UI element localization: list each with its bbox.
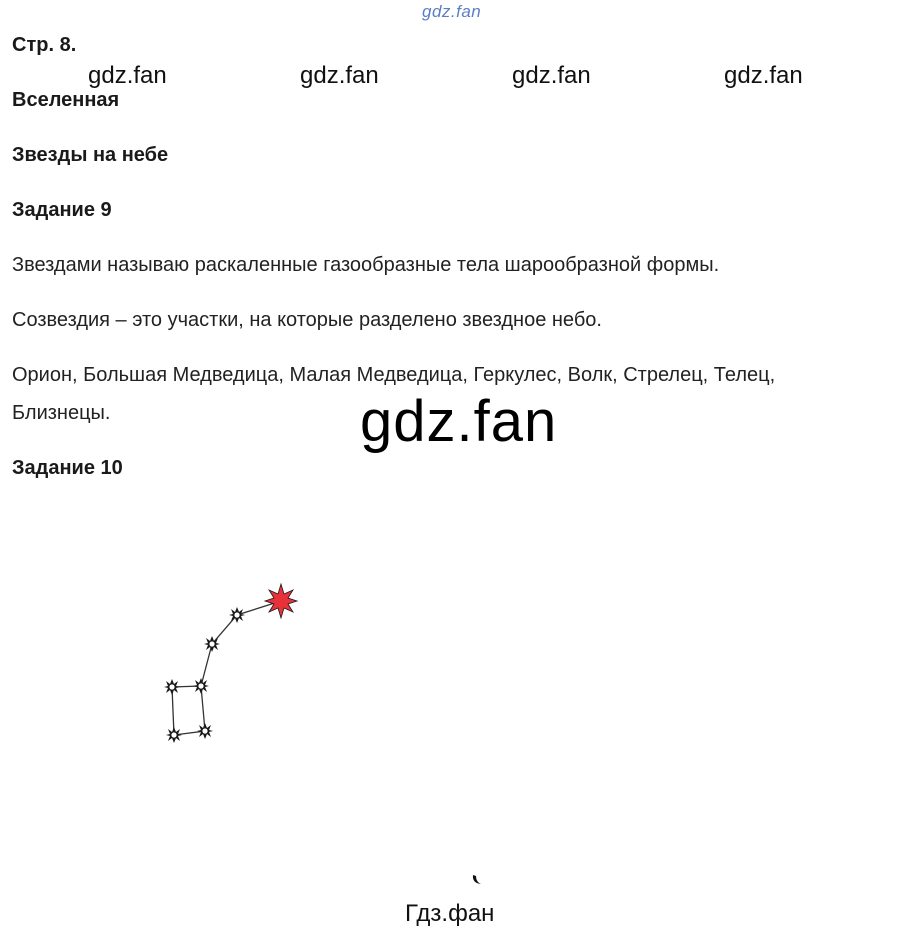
page-ref: Стр. 8. [12, 34, 77, 56]
task9-line3a: Орион, Большая Медведица, Малая Медведица, Геркулес, Волк, Стрелец, Телец, [12, 364, 776, 386]
star-icon [197, 723, 213, 739]
crescent-mark-icon [470, 872, 488, 888]
top-watermark: gdz.fan [422, 2, 482, 21]
constellation-lines [172, 601, 281, 735]
task9-line1: Звездами называю раскаленные газообразные тела шарообразной формы. [12, 254, 720, 276]
task9-title: Задание 9 [12, 199, 112, 221]
watermark-3: gdz.fan [512, 62, 591, 89]
star-icon [166, 727, 182, 743]
star-icon [229, 607, 245, 623]
star-icon [164, 679, 180, 695]
center-watermark: gdz.fan [360, 389, 558, 454]
topic-title: Звезды на небе [12, 144, 169, 166]
section-title: Вселенная [12, 89, 120, 111]
star-icon [204, 636, 220, 652]
watermark-2: gdz.fan [300, 62, 379, 89]
task9-line3b: Близнецы. [12, 402, 111, 424]
bottom-watermark: Гдз.фан [405, 900, 495, 927]
big-dipper-drawing [150, 570, 340, 760]
task9-line2: Созвездия – это участки, на которые разделено звездное небо. [12, 309, 602, 331]
star-icon [193, 678, 209, 694]
task10-title: Задание 10 [12, 457, 123, 479]
watermark-4: gdz.fan [724, 62, 803, 89]
watermark-1: gdz.fan [88, 62, 167, 89]
polaris-star-icon [265, 584, 297, 618]
